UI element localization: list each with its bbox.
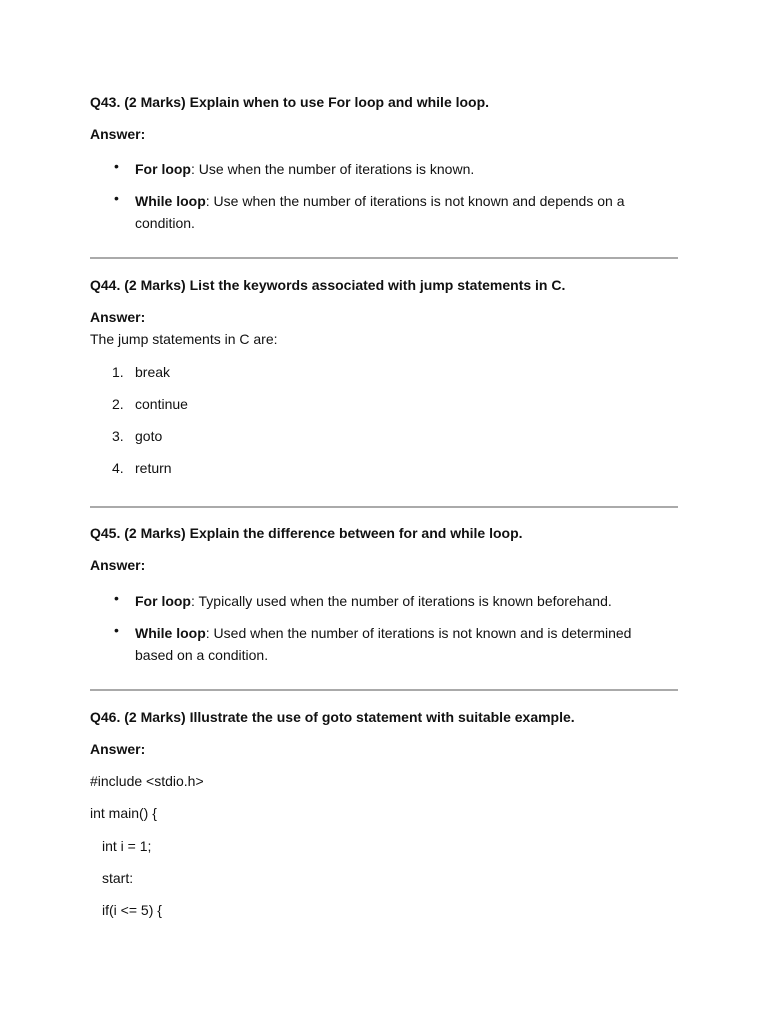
code-line-3: int i = 1; [102, 838, 152, 854]
q43-title: Q43. (2 Marks) Explain when to use For loop and while loop. [90, 94, 490, 110]
list-number: 1. [112, 364, 124, 380]
q46-answer-label: Answer: [90, 741, 146, 757]
code-line-1: #include <stdio.h> [90, 773, 204, 789]
list-number: 2. [112, 396, 124, 412]
q43-bullet-2-text: : Use when the number of iterations is not known and depends on a condition. [135, 193, 625, 231]
q45-title: Q45. (2 Marks) Explain the difference between for and while loop. [90, 525, 523, 541]
q45-bullet-2-term: While loop [135, 625, 206, 641]
bullet-icon: • [114, 622, 119, 638]
bullet-icon: • [114, 158, 119, 174]
bullet-icon: • [114, 190, 119, 206]
q45-answer-label: Answer: [90, 557, 146, 573]
code-line-4: start: [102, 870, 134, 886]
code-line-5: if(i <= 5) { [102, 902, 162, 918]
q45-bullet-1-term: For loop [135, 593, 191, 609]
q45-bullet-1-text: : Typically used when the number of iterations is known beforehand. [191, 593, 612, 609]
list-number: 4. [112, 460, 124, 476]
q43-bullet-2-term: While loop [135, 193, 206, 209]
q44-answer-label: Answer: [90, 309, 146, 325]
list-item-text: break [135, 364, 171, 380]
q45-bullet-2-text: : Used when the number of iterations is not known and is determined based on a condition. [135, 625, 632, 663]
q44-title: Q44. (2 Marks) List the keywords associated with jump statements in C. [90, 277, 566, 293]
section-divider [90, 257, 678, 259]
q43-bullet-1-text: : Use when the number of iterations is known. [191, 161, 475, 177]
section-divider [90, 689, 678, 691]
list-item-text: return [135, 460, 172, 476]
q43-answer-label: Answer: [90, 126, 146, 142]
q43-bullet-1-term: For loop [135, 161, 191, 177]
list-item-text: continue [135, 396, 188, 412]
list-item-text: goto [135, 428, 163, 444]
list-number: 3. [112, 428, 124, 444]
section-divider [90, 506, 678, 508]
q44-intro: The jump statements in C are: [90, 331, 278, 347]
bullet-icon: • [114, 590, 119, 606]
code-line-2: int main() { [90, 805, 157, 821]
q46-title: Q46. (2 Marks) Illustrate the use of goto statement with suitable example. [90, 709, 575, 725]
